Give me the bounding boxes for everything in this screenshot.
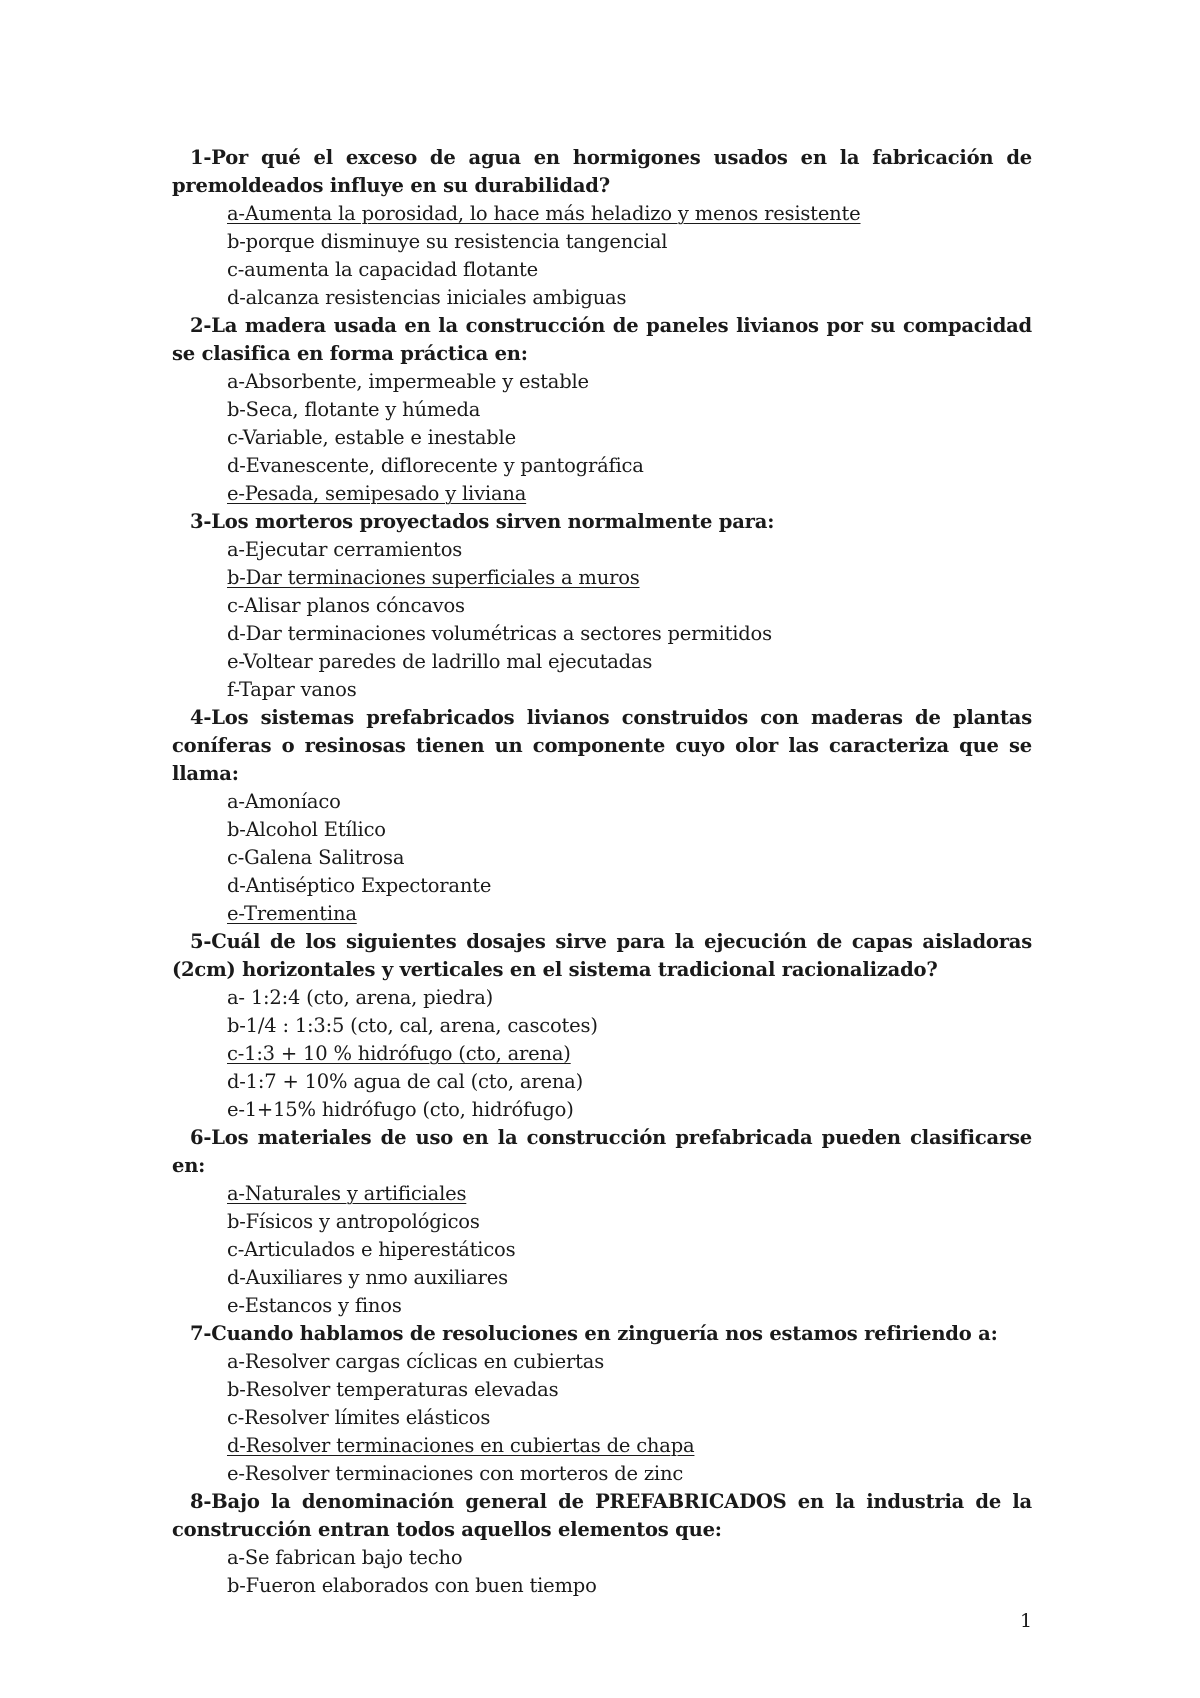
- question-text: 6-Los materiales de uso en la construcción prefabricada pueden clasificarse en:: [172, 1126, 1032, 1177]
- question-text: 3-Los morteros proyectados sirven normalmente para:: [190, 510, 775, 533]
- answer-option-correct: a-Naturales y artificiales: [227, 1182, 467, 1205]
- question-4: [172, 704, 1032, 928]
- answer-option: b-Resolver temperaturas elevadas: [227, 1378, 559, 1401]
- answer-option: f-Tapar vanos: [227, 678, 357, 701]
- answer-option: a-Resolver cargas cíclicas en cubiertas: [227, 1350, 605, 1373]
- page-number: 1: [1020, 1610, 1033, 1632]
- question-text: 5-Cuál de los siguientes dosajes sirve para la ejecución de capas aisladoras (2cm) horizontales y verticales en el sistema tradicional racionalizado?: [172, 930, 1032, 981]
- answer-option: b-Fueron elaborados con buen tiempo: [227, 1574, 597, 1597]
- answer-option: d-Evanescente, diflorecente y pantográfica: [227, 454, 644, 477]
- answer-option: e-1+15% hidrófugo (cto, hidrófugo): [227, 1098, 574, 1121]
- answer-option: a- 1:2:4 (cto, arena, piedra): [227, 986, 494, 1009]
- question-3: [172, 508, 1032, 704]
- answer-option: a-Amoníaco: [227, 790, 341, 813]
- answer-option-correct: b-Dar terminaciones superficiales a muros: [227, 566, 640, 589]
- answer-option: b-Alcohol Etílico: [227, 818, 386, 841]
- answer-option: e-Estancos y finos: [227, 1294, 402, 1317]
- answer-option: e-Resolver terminaciones con morteros de zinc: [227, 1462, 684, 1485]
- answer-option: d-alcanza resistencias iniciales ambiguas: [227, 286, 627, 309]
- answer-option: e-Voltear paredes de ladrillo mal ejecutadas: [227, 650, 653, 673]
- answer-option: d-Antiséptico Expectorante: [227, 874, 492, 897]
- answer-option: a-Se fabrican bajo techo: [227, 1546, 463, 1569]
- answer-option: c-Variable, estable e inestable: [227, 426, 516, 449]
- question-text: 7-Cuando hablamos de resoluciones en zinguería nos estamos refiriendo a:: [190, 1322, 998, 1345]
- answer-option: c-Galena Salitrosa: [227, 846, 405, 869]
- question-7: [172, 1320, 1032, 1488]
- answer-option-correct: c-1:3 + 10 % hidrófugo (cto, arena): [227, 1042, 571, 1065]
- question-6: [172, 1124, 1032, 1320]
- question-text: 1-Por qué el exceso de agua en hormigones usados en la fabricación de premoldeados influye en su durabilidad?: [172, 146, 1032, 197]
- answer-option: d-1:7 + 10% agua de cal (cto, arena): [227, 1070, 584, 1093]
- answer-option: d-Auxiliares y nmo auxiliares: [227, 1266, 508, 1289]
- document-page: [172, 144, 1032, 1600]
- answer-option: c-Alisar planos cóncavos: [227, 594, 465, 617]
- answer-option: c-Articulados e hiperestáticos: [227, 1238, 516, 1261]
- answer-option: b-Físicos y antropológicos: [227, 1210, 480, 1233]
- question-2: [172, 312, 1032, 508]
- answer-option: c-aumenta la capacidad flotante: [227, 258, 538, 281]
- question-text: 2-La madera usada en la construcción de paneles livianos por su compacidad se clasifica en forma práctica en:: [172, 314, 1032, 365]
- question-text: 4-Los sistemas prefabricados livianos construidos con maderas de plantas coníferas o resinosas tienen un componente cuyo olor las caracteriza que se llama:: [172, 706, 1032, 785]
- answer-option: a-Absorbente, impermeable y estable: [227, 370, 589, 393]
- question-text: 8-Bajo la denominación general de PREFABRICADOS en la industria de la construcción entran todos aquellos elementos que:: [172, 1490, 1032, 1541]
- question-1: [172, 144, 1032, 312]
- question-5: [172, 928, 1032, 1124]
- answer-option-correct: a-Aumenta la porosidad, lo hace más heladizo y menos resistente: [227, 202, 861, 225]
- answer-option: c-Resolver límites elásticos: [227, 1406, 491, 1429]
- answer-option-correct: e-Trementina: [227, 902, 357, 925]
- answer-option-correct: e-Pesada, semipesado y liviana: [227, 482, 527, 505]
- answer-option: b-porque disminuye su resistencia tangencial: [227, 230, 668, 253]
- answer-option: a-Ejecutar cerramientos: [227, 538, 463, 561]
- question-8: [172, 1488, 1032, 1600]
- answer-option-correct: d-Resolver terminaciones en cubiertas de chapa: [227, 1434, 695, 1457]
- answer-option: d-Dar terminaciones volumétricas a sectores permitidos: [227, 622, 772, 645]
- answer-option: b-1/4 : 1:3:5 (cto, cal, arena, cascotes): [227, 1014, 598, 1037]
- answer-option: b-Seca, flotante y húmeda: [227, 398, 481, 421]
